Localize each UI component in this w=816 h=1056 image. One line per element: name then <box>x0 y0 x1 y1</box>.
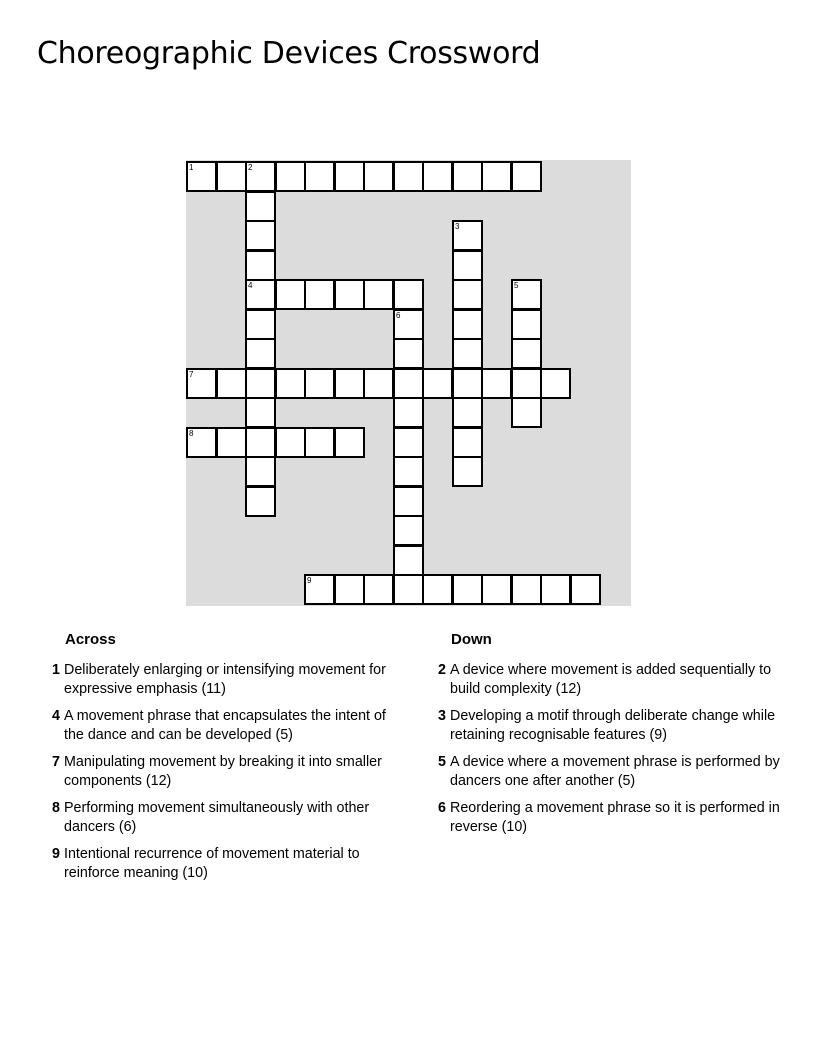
grid-cell[interactable] <box>393 279 424 310</box>
grid-cell[interactable] <box>245 309 276 340</box>
grid-cell[interactable] <box>422 161 453 192</box>
clue-number: 3 <box>438 708 446 724</box>
clue-number: 6 <box>438 800 446 816</box>
grid-cell[interactable] <box>216 368 247 399</box>
grid-cell[interactable] <box>363 279 394 310</box>
clue-number: 5 <box>438 754 446 770</box>
grid-cell[interactable] <box>245 456 276 487</box>
clue-across <box>50 845 395 882</box>
grid-cell-number: 3 <box>455 222 460 231</box>
grid-cell[interactable] <box>275 279 306 310</box>
grid-cell[interactable] <box>245 397 276 428</box>
clue-down <box>436 661 781 698</box>
across-heading: Across <box>65 631 116 648</box>
clue-down <box>436 753 781 790</box>
grid-cell[interactable] <box>393 574 424 605</box>
grid-cell[interactable] <box>245 338 276 369</box>
grid-cell[interactable] <box>393 309 424 340</box>
grid-cell[interactable] <box>481 161 512 192</box>
grid-cell[interactable] <box>334 368 365 399</box>
clue-number: 9 <box>52 846 60 862</box>
clue-across <box>50 753 395 790</box>
clue-number: 4 <box>52 708 60 724</box>
grid-cell-number: 1 <box>189 163 194 172</box>
grid-cell[interactable] <box>452 397 483 428</box>
clue-text: A device where movement is added sequentially to build complexity (12) <box>450 662 772 697</box>
clue-across <box>50 707 395 744</box>
clue-text: A movement phrase that encapsulates the intent of the dance and can be developed (5) <box>64 708 386 743</box>
grid-cell-number: 2 <box>248 163 253 172</box>
grid-cell[interactable] <box>216 161 247 192</box>
grid-cell[interactable] <box>304 574 335 605</box>
clue-text: Reordering a movement phrase so it is performed in reverse (10) <box>450 800 780 835</box>
grid-cell[interactable] <box>304 161 335 192</box>
grid-cell[interactable] <box>304 368 335 399</box>
grid-cell-number: 4 <box>248 281 253 290</box>
clue-across <box>50 661 395 698</box>
grid-cell[interactable] <box>393 397 424 428</box>
clue-down <box>436 799 781 836</box>
grid-cell[interactable] <box>186 368 217 399</box>
grid-cell[interactable] <box>511 161 542 192</box>
grid-cell[interactable] <box>540 368 571 399</box>
clue-number: 7 <box>52 754 60 770</box>
grid-cell[interactable] <box>511 368 542 399</box>
page-title: Choreographic Devices Crossword <box>37 36 541 71</box>
grid-cell[interactable] <box>275 427 306 458</box>
grid-cell[interactable] <box>334 279 365 310</box>
grid-cell[interactable] <box>393 368 424 399</box>
grid-cell[interactable] <box>245 279 276 310</box>
down-clue-list <box>436 661 781 845</box>
grid-cell[interactable] <box>452 456 483 487</box>
grid-cell[interactable] <box>304 279 335 310</box>
grid-cell[interactable] <box>334 161 365 192</box>
clue-text: Manipulating movement by breaking it into smaller components (12) <box>64 754 382 789</box>
grid-cell[interactable] <box>393 545 424 576</box>
grid-cell[interactable] <box>511 309 542 340</box>
clue-text: Intentional recurrence of movement material to reinforce meaning (10) <box>64 846 360 881</box>
grid-cell[interactable] <box>452 427 483 458</box>
grid-cell[interactable] <box>363 368 394 399</box>
clue-text: A device where a movement phrase is performed by dancers one after another (5) <box>450 754 780 789</box>
clue-down <box>436 707 781 744</box>
grid-cell[interactable] <box>481 574 512 605</box>
grid-cell[interactable] <box>452 250 483 281</box>
grid-cell[interactable] <box>422 368 453 399</box>
crossword-grid <box>186 160 631 606</box>
grid-cell[interactable] <box>540 574 571 605</box>
grid-cell[interactable] <box>275 368 306 399</box>
grid-cell[interactable] <box>452 161 483 192</box>
grid-cell[interactable] <box>334 574 365 605</box>
grid-cell[interactable] <box>511 574 542 605</box>
grid-cell[interactable] <box>452 574 483 605</box>
clue-text: Performing movement simultaneously with other dancers (6) <box>64 800 370 835</box>
grid-cell[interactable] <box>245 250 276 281</box>
grid-cell[interactable] <box>511 279 542 310</box>
down-heading: Down <box>451 631 492 648</box>
clue-across <box>50 799 395 836</box>
grid-cell[interactable] <box>422 574 453 605</box>
grid-cell[interactable] <box>452 279 483 310</box>
grid-cell[interactable] <box>216 427 247 458</box>
grid-cell[interactable] <box>363 574 394 605</box>
grid-cell[interactable] <box>511 397 542 428</box>
clue-text: Developing a motif through deliberate change while retaining recognisable features (9) <box>450 708 776 743</box>
grid-cell-number: 8 <box>189 429 194 438</box>
grid-cell[interactable] <box>452 220 483 251</box>
grid-cell-number: 5 <box>514 281 519 290</box>
grid-cell-number: 6 <box>396 311 401 320</box>
clue-number: 1 <box>52 662 60 678</box>
grid-cell[interactable] <box>481 368 512 399</box>
grid-cell[interactable] <box>245 486 276 517</box>
grid-cell[interactable] <box>393 161 424 192</box>
clue-text: Deliberately enlarging or intensifying movement for expressive emphasis (11) <box>64 662 386 697</box>
grid-cell[interactable] <box>186 161 217 192</box>
grid-cell[interactable] <box>393 338 424 369</box>
grid-cell[interactable] <box>452 309 483 340</box>
grid-cell[interactable] <box>245 427 276 458</box>
grid-cell[interactable] <box>186 427 217 458</box>
grid-cell[interactable] <box>334 427 365 458</box>
clue-number: 2 <box>438 662 446 678</box>
grid-cell[interactable] <box>393 486 424 517</box>
grid-cell[interactable] <box>275 161 306 192</box>
clue-number: 8 <box>52 800 60 816</box>
grid-cell[interactable] <box>363 161 394 192</box>
grid-cell-number: 7 <box>189 370 194 379</box>
grid-cell-number: 9 <box>307 576 312 585</box>
grid-cell[interactable] <box>245 161 276 192</box>
grid-cell[interactable] <box>304 427 335 458</box>
grid-cell[interactable] <box>393 515 424 546</box>
grid-cell[interactable] <box>245 368 276 399</box>
grid-cell[interactable] <box>452 338 483 369</box>
across-clue-list <box>50 661 395 891</box>
grid-cell[interactable] <box>452 368 483 399</box>
grid-cell[interactable] <box>570 574 601 605</box>
grid-cell[interactable] <box>245 220 276 251</box>
grid-cell[interactable] <box>511 338 542 369</box>
grid-cell[interactable] <box>393 456 424 487</box>
grid-cell[interactable] <box>393 427 424 458</box>
grid-cell[interactable] <box>245 191 276 222</box>
